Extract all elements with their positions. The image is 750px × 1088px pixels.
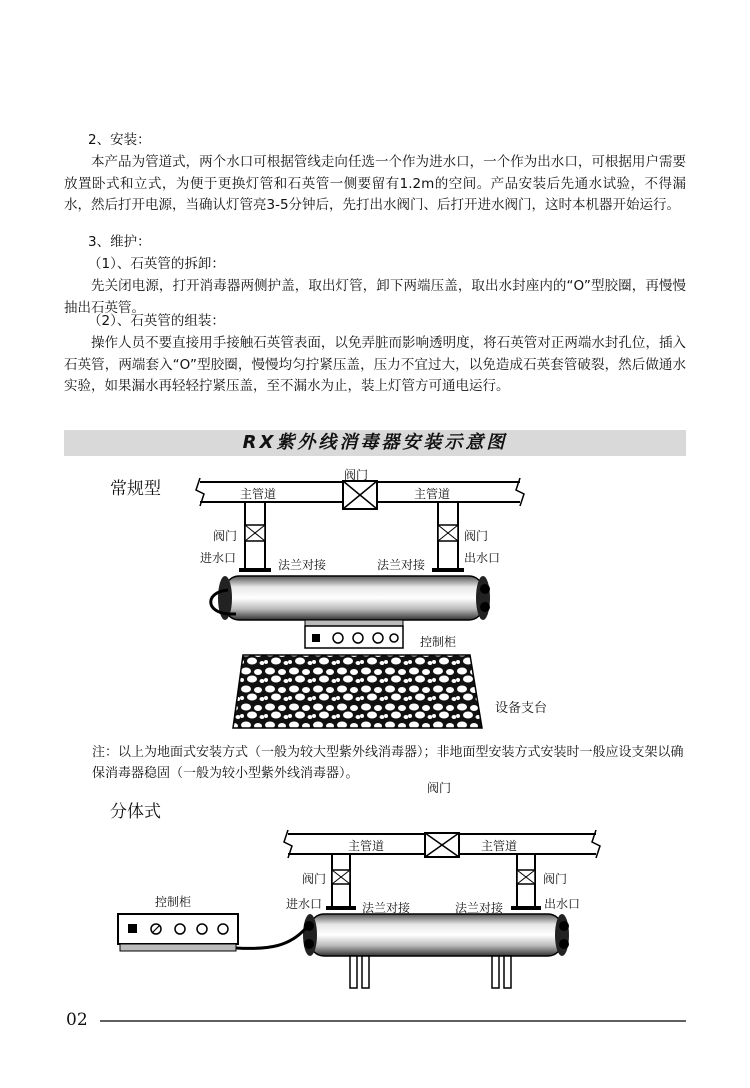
section-split-label: 分体式: [110, 802, 161, 822]
split-inlet-valve-label: 阀门: [302, 872, 327, 886]
main-valve-label: 阀门: [344, 468, 369, 482]
control-cabinet-label: 控制柜: [420, 635, 457, 649]
install-body: 本产品为管道式，两个水口可根据管线走向任选一个作为进水口，一个作为出水口，可根据用户需要放置卧式和立式，为便于更换灯管和石英管一侧要留有1.2m的空间。产品安装后先通水试验，不得漏水，然后打开电源，当确认灯管亮3-5分钟后，先打出水阀门、后打开进水阀门，这时本机器开始运行。: [64, 154, 686, 214]
figure-title: RX紫外线消毒器安装示意图: [64, 430, 686, 456]
maintenance-heading: 3、维护：: [88, 234, 151, 250]
split-inlet-label: 进水口: [286, 897, 323, 911]
outlet-valve-label: 阀门: [464, 529, 489, 543]
split-flange-label-left: 法兰对接: [362, 901, 411, 915]
install-heading: 2、安装：: [88, 132, 151, 148]
inlet-label: 进水口: [200, 551, 237, 565]
quartz-assembly-body: 操作人员不要直接用手接触石英管表面，以免弄脏而影响透明度，将石英管对正两端水封孔位，插入石英管，两端套入“O”型胶圈，慢慢均匀拧紧压盖，压力不宜过大，以免造成石英套管破裂，然后做通水实验，如果漏水再轻轻拧紧压盖，至不漏水为止，装上灯管方可通电运行。: [64, 335, 686, 395]
quartz-removal-body: 先关闭电源，打开消毒器两侧护盖，取出灯管，卸下两端压盖，取出水封座内的“O”型胶圈，再慢慢抽出石英管。: [64, 278, 686, 316]
stand-label: 设备支台: [495, 701, 548, 716]
flange-label-right: 法兰对接: [377, 558, 426, 572]
split-outlet-valve-label: 阀门: [543, 872, 568, 886]
split-main-pipe-label-right: 主管道: [481, 839, 518, 853]
split-outlet-label: 出水口: [544, 897, 581, 911]
quartz-assembly-heading: （2）、石英管的组装：: [88, 313, 225, 329]
main-pipe-label-left: 主管道: [240, 487, 277, 501]
quartz-removal-heading: （1）、石英管的拆卸：: [88, 256, 225, 272]
standard-install-drawing: [196, 478, 524, 728]
main-pipe-label-right: 主管道: [414, 487, 451, 501]
section-standard-label: 常规型: [110, 479, 161, 499]
installation-note: 注：以上为地面式安装方式（一般为较大型紫外线消毒器）；非地面型安装方式安装时一般应设支架以确保消毒器稳固（一般为较小型紫外线消毒器）。: [92, 745, 684, 781]
outlet-label: 出水口: [464, 551, 501, 565]
split-main-valve-label: 阀门: [427, 781, 452, 795]
split-flange-label-right: 法兰对接: [455, 901, 504, 915]
split-control-cabinet-label: 控制柜: [155, 895, 192, 909]
page-number: 02: [66, 1010, 88, 1030]
inlet-valve-label: 阀门: [213, 529, 238, 543]
flange-label-left: 法兰对接: [278, 558, 327, 572]
split-main-pipe-label-left: 主管道: [348, 839, 385, 853]
